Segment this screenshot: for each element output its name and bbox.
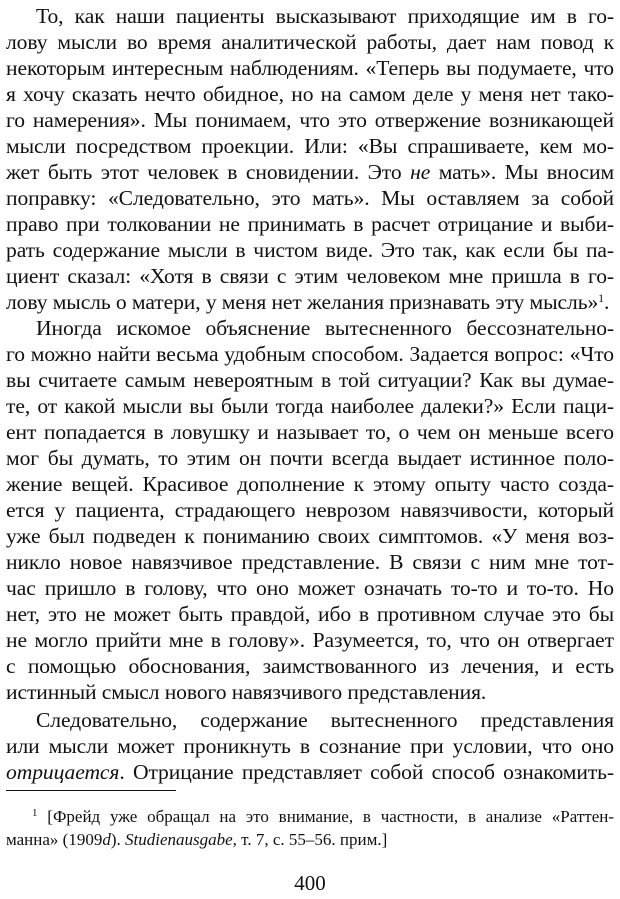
text-run: мать». Мы вносим	[430, 160, 615, 184]
text-line: час пришло в голову, что оно может означать то-то и то-то. Но	[6, 576, 614, 600]
text-line: уже был подведен к пониманию своих симптомов. «У меня воз-	[6, 524, 614, 548]
text-line: жение вещей. Красивое дополнение к этому опыту часто созда-	[6, 472, 614, 496]
text-run: .	[604, 290, 610, 314]
text-line: Иногда искомое объяснение вытесненного бессознательно-	[36, 316, 614, 340]
footnote-text: манна» (1909	[6, 830, 103, 849]
text-line: никло новое навязчивое представление. В связи с ним мне тот-	[6, 550, 614, 574]
footnote-marker: 1	[32, 807, 38, 819]
text-line: мог бы думать, то этим он почти всегда выдает истинное поло-	[6, 446, 614, 470]
text-line: лову мысли во время аналитической работы, дает нам повод к	[6, 30, 614, 54]
text-run: . Отрицание представляет собой способ ознакомить-	[119, 760, 614, 784]
text-line	[6, 760, 614, 785]
text-line: я хочу сказать нечто обидное, но на самом деле у меня нет тако-	[6, 82, 614, 106]
footnote-ref[interactable]: 1	[598, 291, 605, 305]
emphasis: не	[410, 160, 431, 184]
text-run: лову мысль о матери, у меня нет желания признавать эту мысль»	[6, 290, 599, 314]
text-line: право при толковании не принимать в расчет отрицание и выби-	[6, 212, 614, 236]
text-line: Следовательно, содержание вытесненного представления	[36, 708, 614, 732]
emphasis: Studienausgabe	[125, 830, 233, 849]
text-line: нет, это не может быть правдой, ибо в противном случае это бы	[6, 602, 614, 626]
text-line: истинный смысл нового навязчивого представления.	[6, 680, 487, 704]
text-run: жет быть этот человек в сновидении. Это	[6, 160, 411, 184]
footnote-line	[32, 806, 614, 828]
text-line: циент сказал: «Хотя в связи с этим человеком мне пришла в го-	[6, 264, 614, 288]
footnote-line	[6, 829, 614, 851]
text-line: мысли посредством проекции. Или: «Вы спрашиваете, кем мо-	[6, 134, 614, 158]
emphasis: d	[102, 830, 111, 849]
text-line: ент попадается в ловушку и называет то, о чем он меньше всего	[6, 420, 614, 444]
footnote-text: ).	[110, 830, 126, 849]
emphasis: отрицается	[6, 760, 120, 784]
text-line: не могло прийти мне в голову». Разумеется, то, что он отвергает	[6, 628, 614, 652]
page-number: 400	[294, 871, 326, 895]
text-line: с помощью обоснования, заимствованного из лечения, и есть	[6, 654, 614, 678]
footnote-text: , т. 7, с. 55–56. прим.]	[232, 830, 388, 849]
footnote-text: [Фрейд уже обращал на это внимание, в частности, в анализе «Раттен-	[37, 807, 614, 826]
text-line: рать содержание мысли в чистом виде. Это так, как если бы па-	[6, 238, 614, 262]
text-line: То, как наши пациенты высказывают приходящие им в го-	[36, 4, 614, 28]
text-line	[6, 290, 614, 315]
text-line: те, от какой мысли вы были тогда наиболее далеки?» Если паци-	[6, 394, 614, 418]
text-line: некоторым интересным наблюдениям. «Теперь вы подумаете, что	[6, 56, 614, 80]
text-line: го можно найти весьма удобным способом. Задается вопрос: «Что	[6, 342, 614, 366]
text-line: или мысли может проникнуть в сознание при условии, что оно	[6, 734, 614, 758]
text-line: поправку: «Следовательно, это мать». Мы оставляем за собой	[6, 186, 614, 210]
footnote-divider	[6, 790, 176, 791]
text-line: ется у пациента, страдающего неврозом навязчивости, который	[6, 498, 614, 522]
text-line: го намерения». Мы понимаем, что это отвержение возникающей	[6, 108, 614, 132]
text-line: вы считаете самым невероятным в той ситуации? Как вы думае-	[6, 368, 614, 392]
text-line	[6, 160, 614, 185]
